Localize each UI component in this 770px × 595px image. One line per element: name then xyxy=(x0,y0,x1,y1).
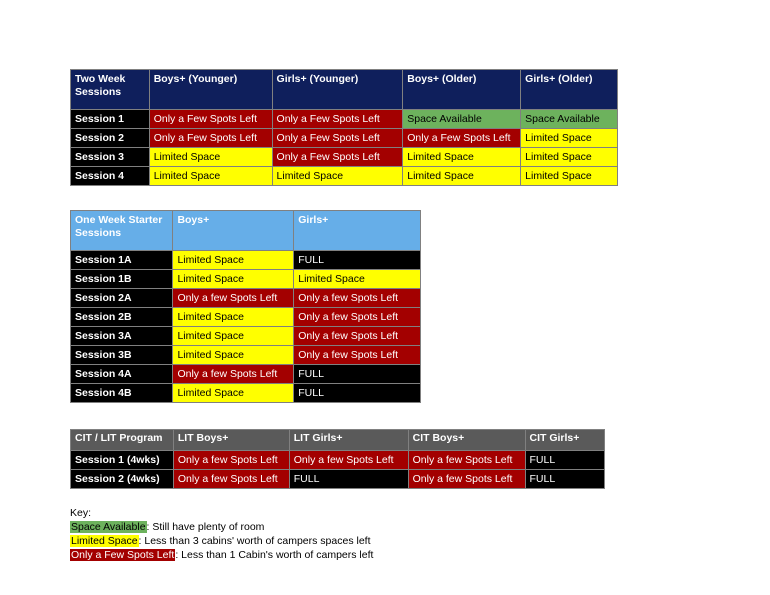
legend-swatch: Only a Few Spots Left xyxy=(71,549,175,561)
status-cell: FULL xyxy=(525,470,604,489)
status-cell: Only a Few Spots Left xyxy=(272,110,403,129)
session-label: Session 3 xyxy=(71,148,150,167)
status-cell: FULL xyxy=(294,251,421,270)
two-week-sessions-table xyxy=(70,69,618,186)
header-cell: Girls+ (Younger) xyxy=(272,70,403,110)
status-cell: Limited Space xyxy=(173,308,294,327)
status-cell: Limited Space xyxy=(173,251,294,270)
cit-lit-program-table xyxy=(70,429,605,489)
legend-swatch: Limited Space xyxy=(71,535,138,547)
status-cell: FULL xyxy=(289,470,408,489)
table-row xyxy=(71,384,421,403)
session-label: Session 1B xyxy=(71,270,173,289)
status-cell: Limited Space xyxy=(173,346,294,365)
table-header-row xyxy=(71,211,421,251)
status-cell: Limited Space xyxy=(521,129,618,148)
session-label: Session 2B xyxy=(71,308,173,327)
status-cell: Only a few Spots Left xyxy=(289,451,408,470)
legend-description: : Less than 1 Cabin's worth of campers left xyxy=(175,549,374,561)
header-cell: Boys+ (Younger) xyxy=(149,70,272,110)
header-cell: Two Week Sessions xyxy=(71,70,150,110)
table-row xyxy=(71,270,421,289)
status-cell: Limited Space xyxy=(173,327,294,346)
header-cell: LIT Boys+ xyxy=(173,430,289,451)
legend-key xyxy=(70,506,373,562)
status-cell: Only a few Spots Left xyxy=(294,327,421,346)
table-header-row xyxy=(71,430,605,451)
status-cell: Only a few Spots Left xyxy=(173,289,294,308)
legend-description: : Less than 3 cabins' worth of campers spaces left xyxy=(138,535,371,547)
status-cell: FULL xyxy=(525,451,604,470)
header-cell: Girls+ (Older) xyxy=(521,70,618,110)
status-cell: Space Available xyxy=(521,110,618,129)
status-cell: Only a few Spots Left xyxy=(294,308,421,327)
table-row xyxy=(71,148,618,167)
legend-swatch: Space Available xyxy=(71,521,146,533)
status-cell: Only a few Spots Left xyxy=(294,289,421,308)
session-label: Session 4B xyxy=(71,384,173,403)
session-label: Session 3B xyxy=(71,346,173,365)
session-label: Session 4 xyxy=(71,167,150,186)
session-label: Session 2 (4wks) xyxy=(71,470,174,489)
table-row xyxy=(71,129,618,148)
status-cell: Limited Space xyxy=(272,167,403,186)
table-row xyxy=(71,365,421,384)
header-cell: One Week Starter Sessions xyxy=(71,211,173,251)
status-cell: Only a few Spots Left xyxy=(294,346,421,365)
status-cell: Space Available xyxy=(403,110,521,129)
status-cell: Only a few Spots Left xyxy=(408,470,525,489)
status-cell: Only a few Spots Left xyxy=(408,451,525,470)
status-cell: Limited Space xyxy=(149,148,272,167)
header-cell: CIT Girls+ xyxy=(525,430,604,451)
header-cell: Boys+ (Older) xyxy=(403,70,521,110)
legend-item xyxy=(70,548,373,562)
table-row xyxy=(71,346,421,365)
table-row xyxy=(71,327,421,346)
legend-item xyxy=(70,534,373,548)
status-cell: Only a Few Spots Left xyxy=(149,110,272,129)
status-cell: Limited Space xyxy=(521,167,618,186)
status-cell: Limited Space xyxy=(173,384,294,403)
status-cell: Only a Few Spots Left xyxy=(272,129,403,148)
header-cell: Boys+ xyxy=(173,211,294,251)
status-cell: Only a Few Spots Left xyxy=(149,129,272,148)
session-label: Session 2A xyxy=(71,289,173,308)
session-label: Session 1 (4wks) xyxy=(71,451,174,470)
table-row xyxy=(71,289,421,308)
status-cell: Only a few Spots Left xyxy=(173,365,294,384)
status-cell: Limited Space xyxy=(403,167,521,186)
session-label: Session 4A xyxy=(71,365,173,384)
header-cell: CIT / LIT Program xyxy=(71,430,174,451)
table-row xyxy=(71,451,605,470)
table-header-row xyxy=(71,70,618,110)
legend-item xyxy=(70,520,373,534)
table-row xyxy=(71,308,421,327)
table-row xyxy=(71,167,618,186)
session-label: Session 3A xyxy=(71,327,173,346)
legend-title: Key: xyxy=(70,507,92,519)
table-row xyxy=(71,110,618,129)
status-cell: Limited Space xyxy=(521,148,618,167)
header-cell: Girls+ xyxy=(294,211,421,251)
status-cell: Only a Few Spots Left xyxy=(272,148,403,167)
header-cell: LIT Girls+ xyxy=(289,430,408,451)
status-cell: Limited Space xyxy=(173,270,294,289)
header-cell: CIT Boys+ xyxy=(408,430,525,451)
status-cell: Only a Few Spots Left xyxy=(403,129,521,148)
session-label: Session 1A xyxy=(71,251,173,270)
status-cell: Only a few Spots Left xyxy=(173,451,289,470)
status-cell: Limited Space xyxy=(149,167,272,186)
status-cell: FULL xyxy=(294,365,421,384)
status-cell: Limited Space xyxy=(294,270,421,289)
status-cell: Limited Space xyxy=(403,148,521,167)
one-week-starter-sessions-table xyxy=(70,210,421,403)
status-cell: FULL xyxy=(294,384,421,403)
legend-description: : Still have plenty of room xyxy=(146,521,265,533)
status-cell: Only a few Spots Left xyxy=(173,470,289,489)
table-row xyxy=(71,251,421,270)
table-row xyxy=(71,470,605,489)
session-label: Session 2 xyxy=(71,129,150,148)
session-label: Session 1 xyxy=(71,110,150,129)
